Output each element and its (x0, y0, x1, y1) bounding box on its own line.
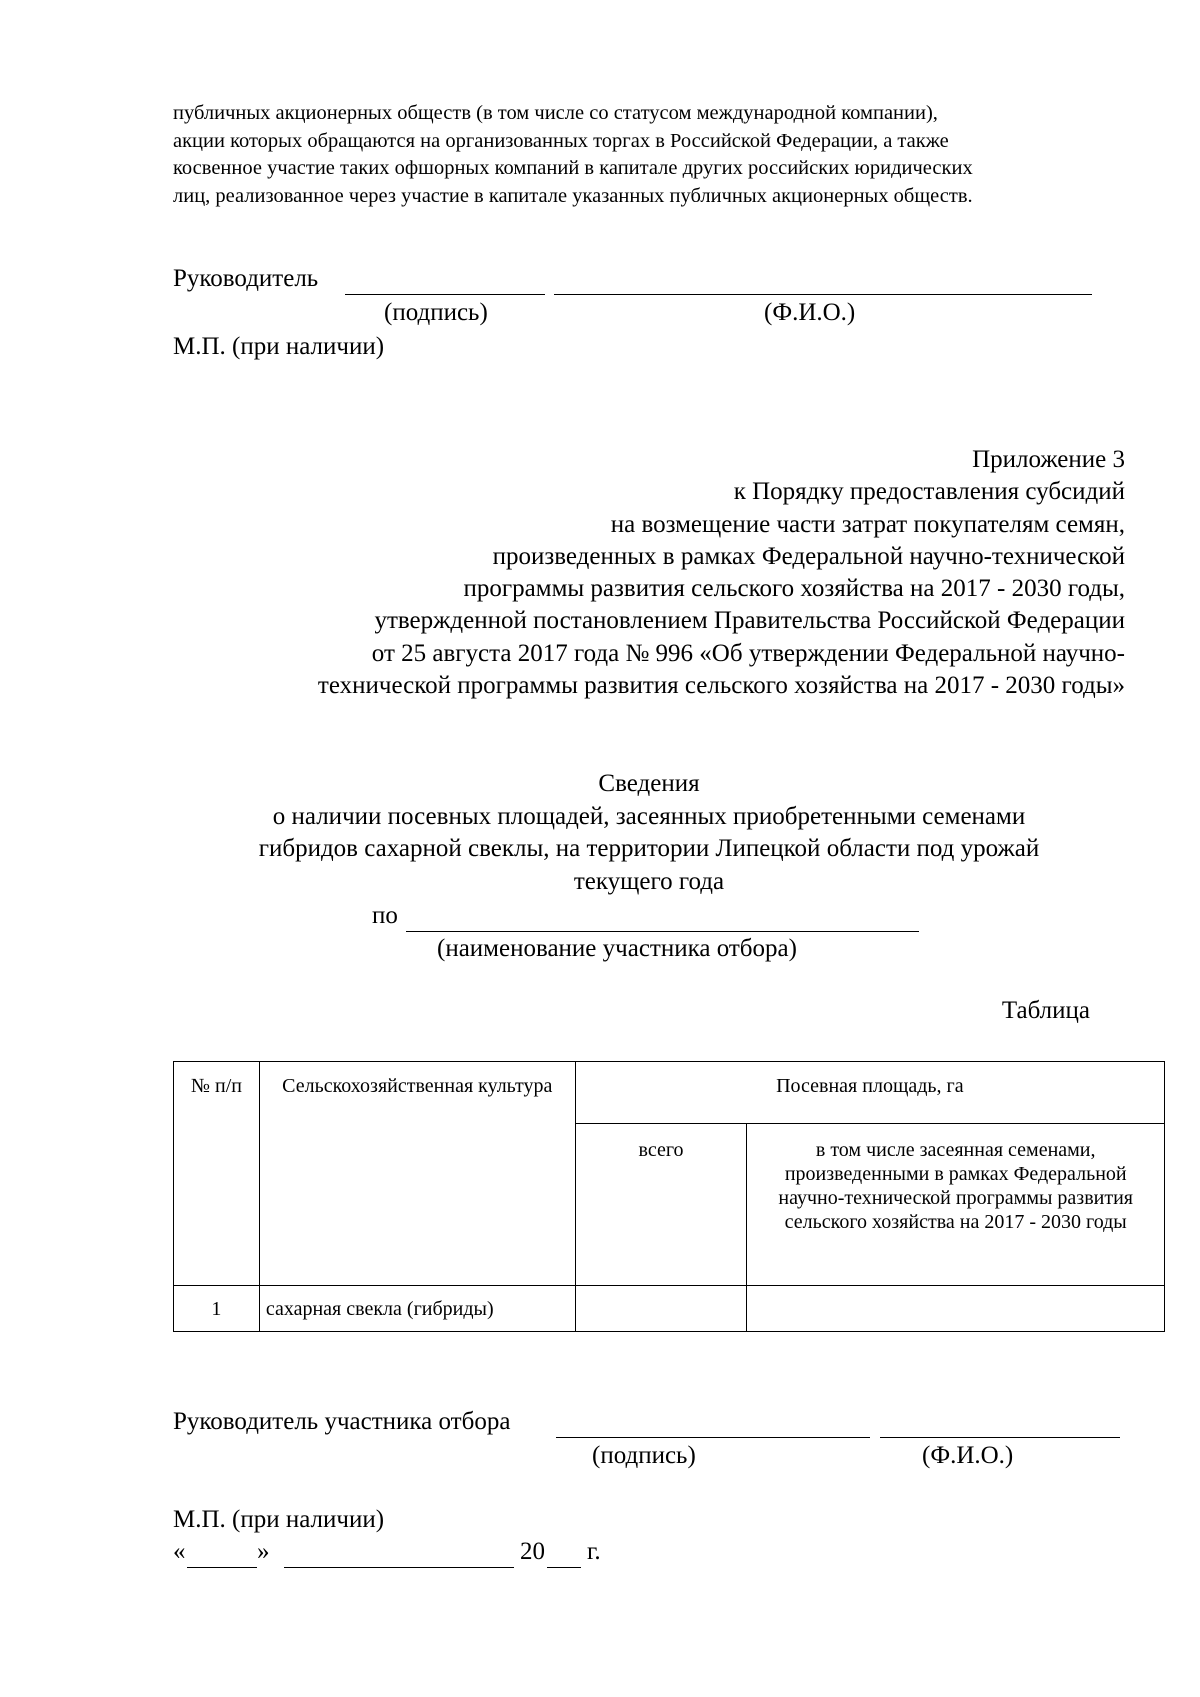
appendix-line: на возмещение части затрат покупателям семян, (610, 510, 1125, 538)
po-label: по (372, 902, 398, 929)
title-line: текущего года (573, 867, 725, 895)
stamp-note-2: М.П. (при наличии) (173, 1506, 385, 1533)
date-open-quote: « (173, 1538, 186, 1565)
header-area: Посевная площадь, га (575, 1062, 1164, 1124)
participant-caption: (наименование участника отбора) (437, 935, 797, 962)
participant-head-label: Руководитель участника отбора (173, 1408, 511, 1435)
appendix-line: к Порядку предоставления субсидий (733, 478, 1125, 506)
name-line (554, 268, 1092, 295)
header-num: № п/п (174, 1062, 260, 1286)
appendix-line: произведенных в рамках Федеральной научно-технической (492, 542, 1125, 570)
intro-line: косвенное участие таких офшорных компаний в капитале других российских юридических (173, 157, 973, 179)
row-total (575, 1286, 747, 1332)
name-line-2 (880, 1411, 1120, 1438)
participant-name-line (406, 905, 919, 932)
appendix-line: Приложение 3 (972, 446, 1125, 473)
signer-label: Руководитель (173, 265, 319, 292)
intro-paragraph (173, 100, 1125, 210)
date-close-quote: » (257, 1538, 270, 1565)
title-heading: Сведения (598, 770, 700, 797)
title-line: гибридов сахарной свеклы, на территории Липецкой области под урожай (258, 835, 1040, 862)
date-month-line (284, 1541, 514, 1568)
date-year-suffix: г. (587, 1538, 601, 1565)
signature-line (345, 268, 545, 295)
table-label: Таблица (1001, 997, 1090, 1024)
intro-line: публичных акционерных обществ (в том числе со статусом международной компании), (173, 102, 938, 124)
header-incl: в том числе засеянная семенами, произведенными в рамках Федеральной научно-технической программы развития сельского хозяйства на 2017 - 2030 годы (747, 1124, 1165, 1286)
seeding-area-table (173, 1061, 1165, 1332)
name-caption: (Ф.И.О.) (764, 299, 856, 326)
title-line: о наличии посевных площадей, засеянных приобретенными семенами (272, 802, 1026, 830)
intro-line: лиц, реализованное через участие в капитале указанных публичных акционерных обществ. (173, 184, 973, 207)
row-incl (747, 1286, 1165, 1332)
date-year-prefix: 20 (520, 1538, 545, 1565)
appendix-line: от 25 августа 2017 года № 996 «Об утверждении Федеральной научно- (371, 639, 1125, 667)
row-num: 1 (174, 1286, 260, 1332)
appendix-line: программы развития сельского хозяйства на 2017 - 2030 годы, (463, 575, 1125, 603)
document-title (173, 768, 1125, 898)
appendix-line: утвержденной постановлением Правительства Российской Федерации (374, 607, 1125, 635)
signature-caption-2: (подпись) (592, 1442, 696, 1469)
header-culture: Сельскохозяйственная культура (259, 1062, 575, 1286)
intro-line: акции которых обращаются на организованных торгах в Российской Федерации, а также (173, 129, 949, 152)
date-day-line (187, 1541, 257, 1568)
appendix-line: технической программы развития сельского хозяйства на 2017 - 2030 годы» (317, 672, 1125, 700)
signature-line-2 (556, 1411, 870, 1438)
name-caption-2: (Ф.И.О.) (922, 1442, 1014, 1469)
header-total: всего (575, 1124, 747, 1286)
appendix-header (318, 444, 1125, 702)
row-culture: сахарная свекла (гибриды) (259, 1286, 575, 1332)
date-year-line (547, 1541, 581, 1568)
signature-caption: (подпись) (384, 299, 488, 326)
stamp-note: М.П. (при наличии) (173, 333, 385, 360)
